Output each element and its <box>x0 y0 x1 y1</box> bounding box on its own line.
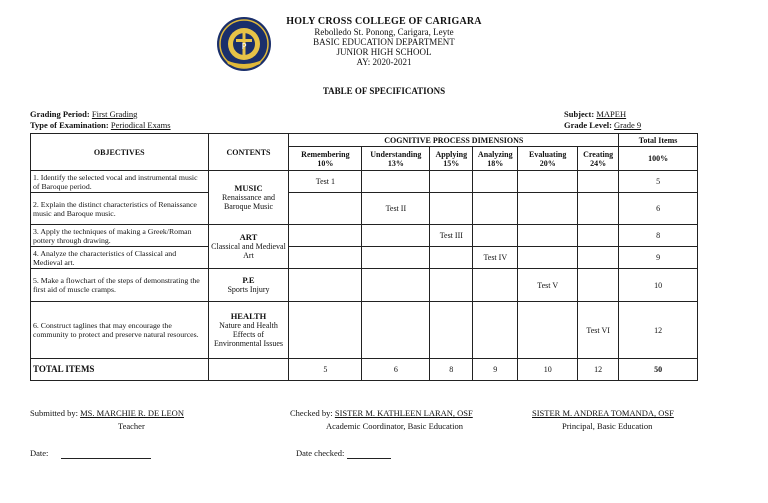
total-understanding: 6 <box>362 359 430 381</box>
grade-level: Grade Level: Grade 9 <box>564 120 642 130</box>
checked-role: Academic Coordinator, Basic Education <box>326 421 464 431</box>
date-line: Date: <box>30 448 151 459</box>
test-cell: Test V <box>518 269 578 302</box>
academic-year: AY: 2020-2021 <box>356 57 412 67</box>
checked-name: SISTER M. KATHLEEN LARAN, OSF <box>334 408 473 418</box>
row-total: 10 <box>619 269 698 302</box>
content-art: ART Classical and Medieval Art <box>208 225 289 269</box>
school-address: Rebolledo St. Ponong, Carigara, Leyte <box>314 27 454 37</box>
objective-cell: 2. Explain the distinct characteristics of Renaissance music and Baroque music. <box>31 193 209 225</box>
grading-period: Grading Period: First Grading <box>30 109 182 119</box>
total-items-label: TOTAL ITEMS <box>31 359 209 381</box>
dim-creating: Creating 24% <box>578 147 619 171</box>
test-cell: Test III <box>430 225 473 247</box>
dim-analyzing: Analyzing 18% <box>473 147 518 171</box>
row-total: 12 <box>619 302 698 359</box>
objective-cell: 1. Identify the selected vocal and instrumental music of Baroque period. <box>31 171 209 193</box>
submitted-name: MS. MARCHIE R. DE LEON <box>80 408 184 418</box>
row-total: 8 <box>619 225 698 247</box>
content-pe: P.E Sports Injury <box>208 269 289 302</box>
dim-remembering: Remembering 10% <box>289 147 362 171</box>
objective-cell: 6. Construct taglines that may encourage the community to protect and preserve natural resources. <box>31 302 209 359</box>
table-row <box>31 247 698 269</box>
test-cell: Test VI <box>578 302 619 359</box>
table-row <box>31 302 698 359</box>
dim-evaluating: Evaluating 20% <box>518 147 578 171</box>
table-row <box>31 269 698 302</box>
submitted-role: Teacher <box>118 421 145 431</box>
principal-name: SISTER M. ANDREA TOMANDA, OSF <box>532 408 674 418</box>
total-evaluating: 10 <box>518 359 578 381</box>
department-name: BASIC EDUCATION DEPARTMENT <box>313 37 455 47</box>
objective-cell: 5. Make a flowchart of the steps of demonstrating the first aid of muscle cramps. <box>31 269 209 302</box>
row-total: 5 <box>619 171 698 193</box>
school-header <box>0 17 768 67</box>
exam-type-value: Periodical Exams <box>110 120 171 130</box>
content-music: MUSIC Renaissance and Baroque Music <box>208 171 289 225</box>
test-cell: Test IV <box>473 247 518 269</box>
principal <box>532 408 674 418</box>
dim-understanding: Understanding 13% <box>362 147 430 171</box>
total-creating: 12 <box>578 359 619 381</box>
checked-by: Checked by: SISTER M. KATHLEEN LARAN, OSF <box>290 408 473 418</box>
total-analyzing: 9 <box>473 359 518 381</box>
dim-applying: Applying 15% <box>430 147 473 171</box>
school-name: HOLY CROSS COLLEGE OF CARIGARA <box>286 16 482 27</box>
content-health: HEALTH Nature and Health Effects of Environmental Issues <box>208 302 289 359</box>
date-blank <box>61 448 151 459</box>
total-row <box>31 359 698 381</box>
total-applying: 8 <box>430 359 473 381</box>
test-cell: Test 1 <box>289 171 362 193</box>
table-row <box>31 225 698 247</box>
row-total: 6 <box>619 193 698 225</box>
table-row <box>31 193 698 225</box>
exam-type: Type of Examination: Periodical Exams <box>30 120 171 130</box>
objective-cell: 3. Apply the techniques of making a Greek/Roman pottery through drawing. <box>31 225 209 247</box>
test-cell: Test II <box>362 193 430 225</box>
row-total: 9 <box>619 247 698 269</box>
specifications-table <box>30 133 698 381</box>
total-items-header: Total Items <box>619 134 698 147</box>
table-row <box>31 171 698 193</box>
svg-text:P: P <box>241 42 247 51</box>
contents-header: CONTENTS <box>208 134 289 171</box>
objective-cell: 4. Analyze the characteristics of Classical and Medieval art. <box>31 247 209 269</box>
cognitive-header: COGNITIVE PROCESS DIMENSIONS <box>289 134 619 147</box>
total-pct: 100% <box>619 147 698 171</box>
date-checked-line: Date checked: <box>296 448 391 459</box>
document-title: TABLE OF SPECIFICATIONS <box>322 86 446 96</box>
objectives-header: OBJECTIVES <box>31 134 209 171</box>
total-remembering: 5 <box>289 359 362 381</box>
subject-value: MAPEH <box>596 109 627 119</box>
grand-total: 50 <box>619 359 698 381</box>
submitted-by: Submitted by: MS. MARCHIE R. DE LEON <box>30 408 184 418</box>
date-checked-blank <box>347 448 391 459</box>
school-level: JUNIOR HIGH SCHOOL <box>336 47 432 57</box>
grading-period-value: First Grading <box>91 109 138 119</box>
grade-level-value: Grade 9 <box>614 120 642 130</box>
principal-role: Principal, Basic Education <box>562 421 653 431</box>
subject: Subject: MAPEH <box>564 109 627 119</box>
